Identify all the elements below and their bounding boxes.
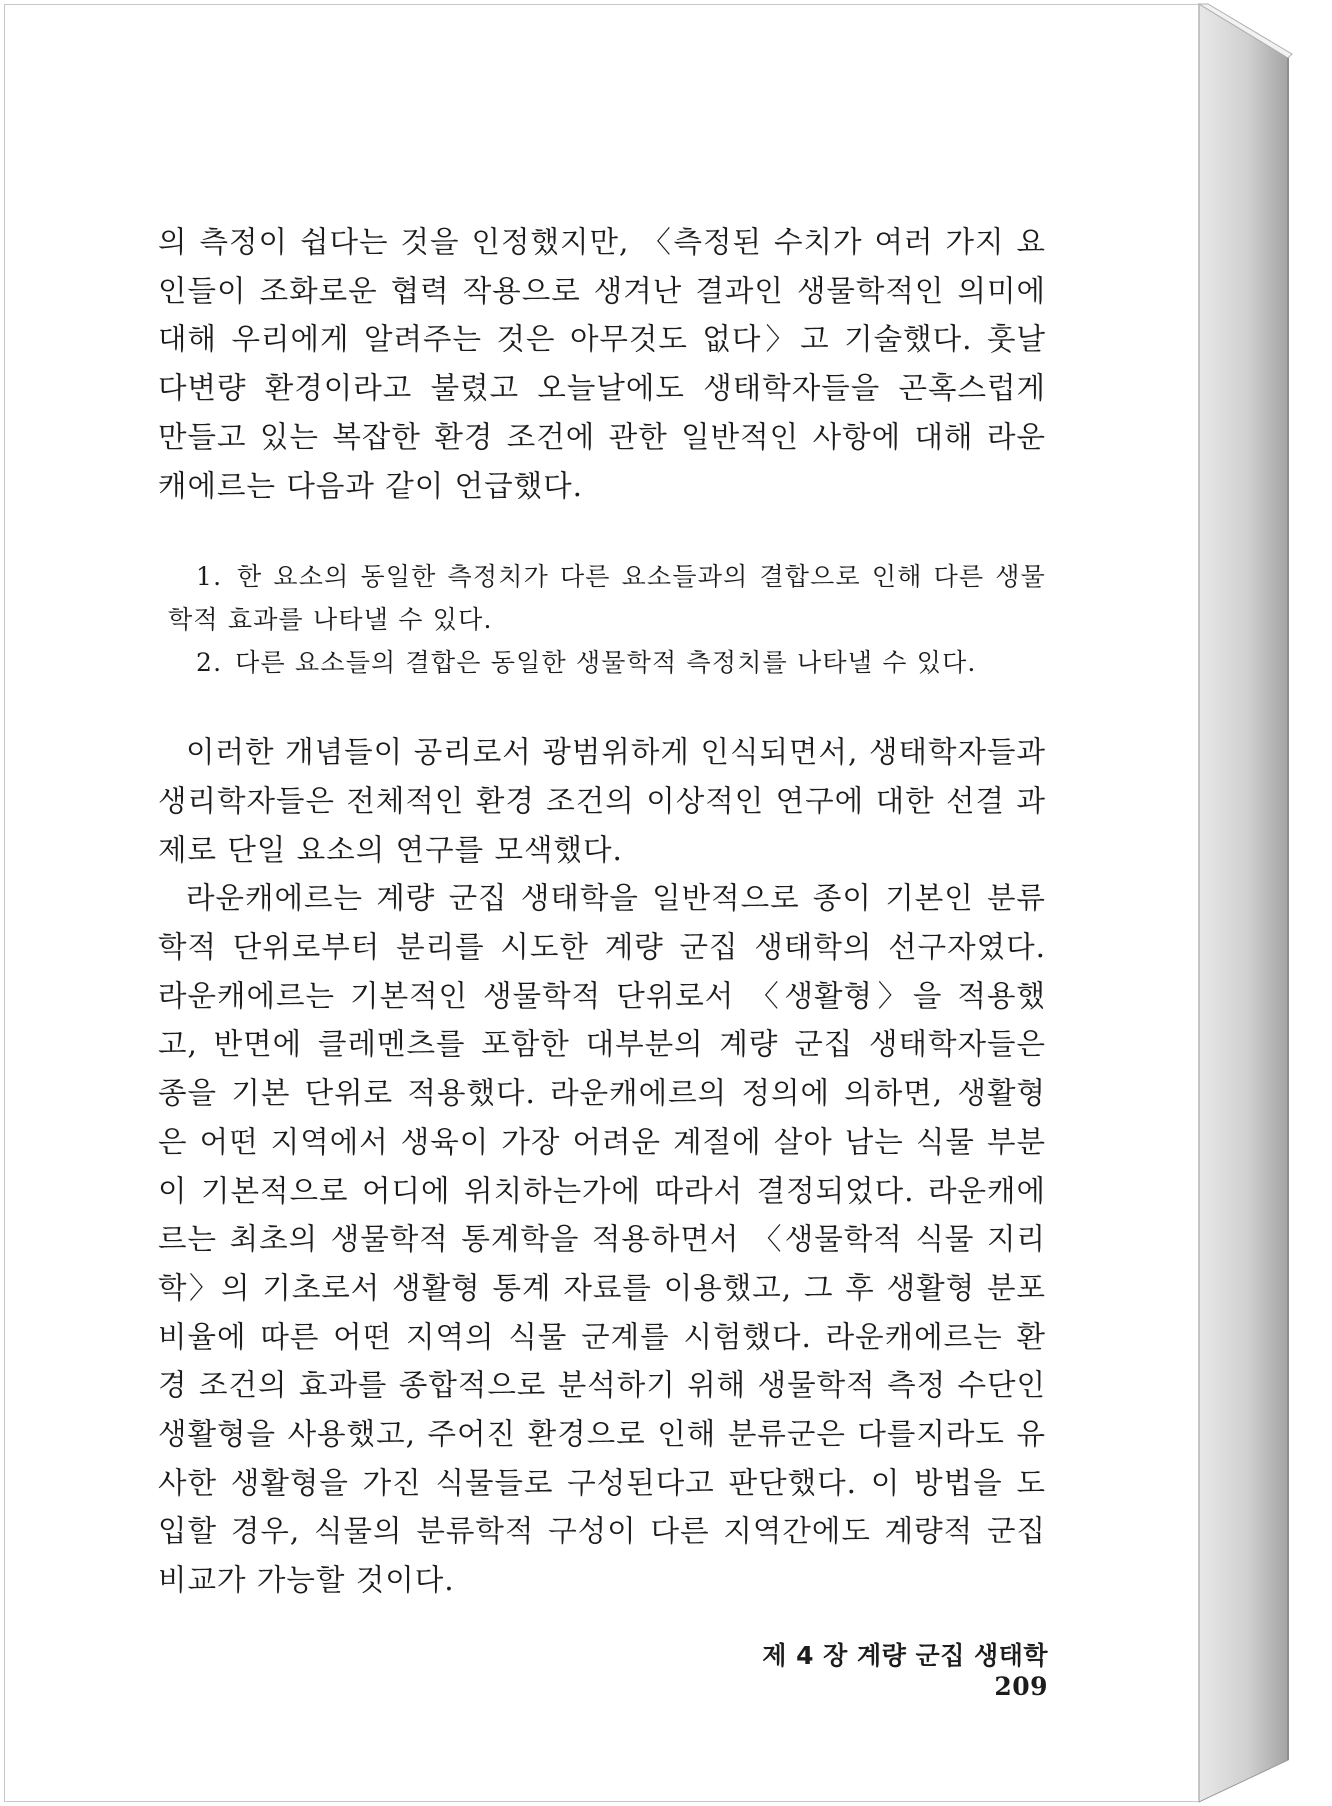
- paragraph-2: 이러한 개념들이 공리로서 광범위하게 인식되면서, 생태학자들과 생리학자들은 전체적인 환경 조건의 이상적인 연구에 대한 선결 과제로 단일 요소의 연구를 모색했다.: [158, 735, 1046, 867]
- list-item-2: [168, 641, 1046, 684]
- paragraph-1: 의 측정이 쉽다는 것을 인정했지만, 〈측정된 수치가 여러 가지 요인들이 조화로운 협력 작용으로 생겨난 결과인 생물학적인 의미에 대해 우리에게 알려주는 것은 아무것도 없다〉고 기술했다. 훗날 다변량 환경이라고 불렸고 오늘날에도 생태학자들을 곤혹스럽게 만들고 있는 복잡한 환경 조건에 관한 일반적인 사항에 대해 라운캐에르는 다음과 같이 언급했다.: [158, 225, 1046, 503]
- page-footer: [700, 1636, 1048, 1701]
- running-chapter-title: 제 4 장 계량 군집 생태학: [762, 1641, 1048, 1670]
- page-number: 209: [994, 1672, 1048, 1701]
- list-item-number: 2.: [196, 648, 223, 678]
- paragraph-3: 라운캐에르는 계량 군집 생태학을 일반적으로 종이 기본인 분류학적 단위로부터 분리를 시도한 계량 군집 생태학의 선구자였다. 라운캐에르는 기본적인 생물학적 단위로서 〈생활형〉을 적용했고, 반면에 클레멘츠를 포함한 대부분의 계량 군집 생태학자들은 종을 기본 단위로 적용했다. 라운캐에르의 정의에 의하면, 생활형은 어떤 지역에서 생육이 가장 어려운 계절에 살아 남는 식물 부분이 기본적으로 어디에 위치하는가에 따라서 결정되었다. 라운캐에르는 최초의 생물학적 통계학을 적용하면서 〈생물학적 식물 지리학〉의 기초로서 생활형 통계 자료를 이용했고, 그 후 생활형 분포 비율에 따른 어떤 지역의 식물 군계를 시험했다. 라운캐에르는 환경 조건의 효과를 종합적으로 분석하기 위해 생물학적 측정 수단인 생활형을 사용했고, 주어진 환경으로 인해 분류군은 다를지라도 유사한 생활형을 가진 식물들로 구성된다고 판단했다. 이 방법을 도입할 경우, 식물의 분류학적 구성이 다른 지역간에도 계량적 군집 비교가 가능할 것이다.: [158, 881, 1046, 1598]
- page-body-text: [158, 218, 1046, 1605]
- list-item-text: 다른 요소들의 결합은 동일한 생물학적 측정치를 나타낼 수 있다.: [235, 648, 977, 678]
- list-item-1: [168, 555, 1046, 641]
- list-item-number: 1.: [196, 562, 223, 592]
- numbered-list: [158, 555, 1046, 684]
- list-item-text: 한 요소의 동일한 측정치가 다른 요소들과의 결합으로 인해 다른 생물학적 효과를 나타낼 수 있다.: [168, 562, 1047, 635]
- spine-side-panel: [1199, 4, 1288, 1802]
